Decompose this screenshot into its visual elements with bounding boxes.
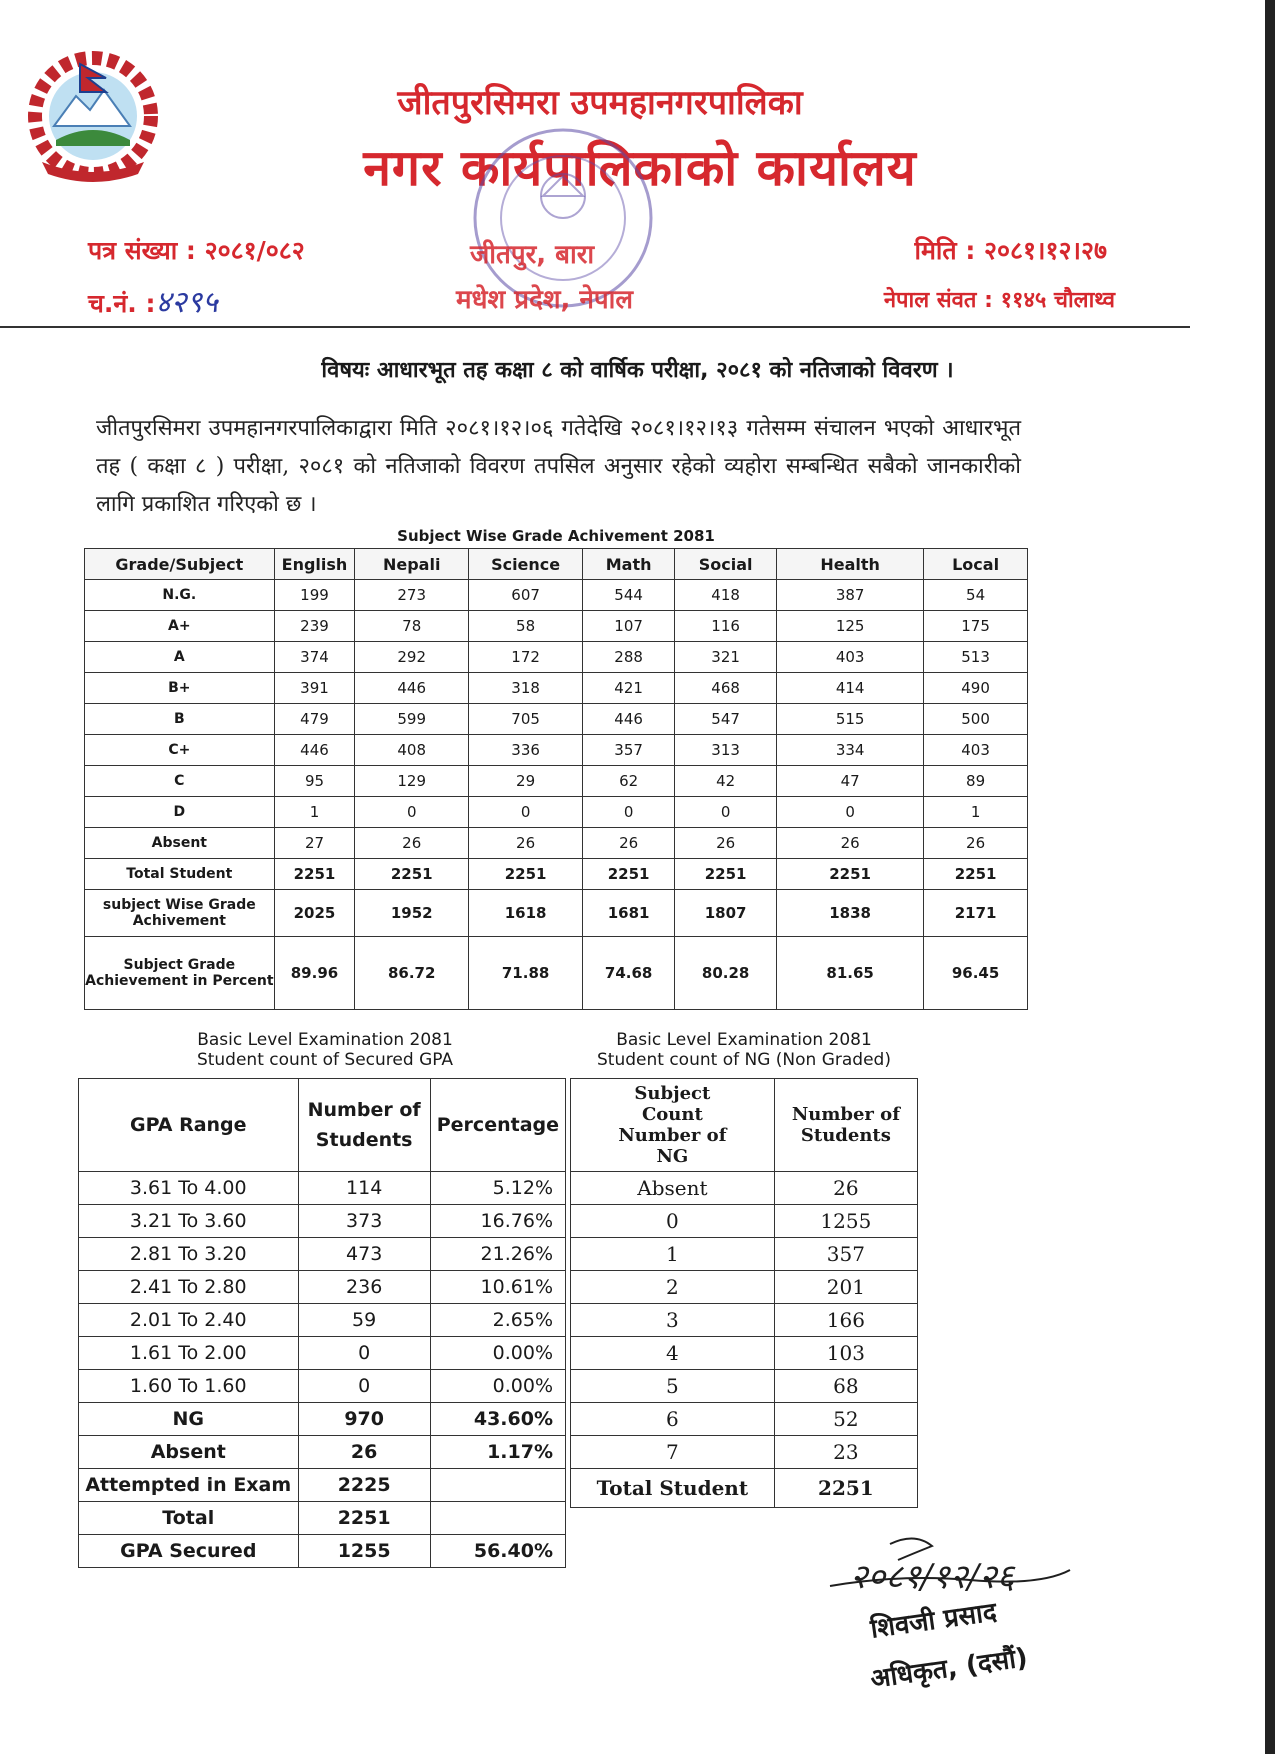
table-row (79, 1238, 566, 1271)
row-label: 3 (571, 1304, 775, 1337)
table-cell: 58 (469, 611, 583, 642)
table-cell: 1838 (777, 890, 924, 937)
table-cell: 27 (274, 828, 355, 859)
table-cell: 21.26% (430, 1238, 565, 1271)
table-cell: 2251 (675, 859, 777, 890)
table-cell: 1952 (355, 890, 469, 937)
table-cell: 446 (583, 704, 675, 735)
table-cell: 0 (583, 797, 675, 828)
table-cell: 29 (469, 766, 583, 797)
stamp-address-line-2: मधेश प्रदेश, नेपाल (456, 285, 634, 315)
table-row (85, 642, 1028, 673)
table-cell: 479 (274, 704, 355, 735)
table-cell: 175 (924, 611, 1028, 642)
column-header: Percentage (430, 1079, 565, 1172)
nepal-emblem-logo (18, 44, 168, 184)
table-cell: 114 (298, 1172, 430, 1205)
row-label: 2 (571, 1271, 775, 1304)
column-header: Math (583, 549, 675, 580)
table-cell: 78 (355, 611, 469, 642)
table-cell: 391 (274, 673, 355, 704)
signature-scrawl (820, 1530, 1080, 1605)
table-cell: 2251 (298, 1502, 430, 1535)
table-cell: 5.12% (430, 1172, 565, 1205)
table-cell: 1681 (583, 890, 675, 937)
table-cell: 0 (469, 797, 583, 828)
table-row (85, 797, 1028, 828)
gpa-caption-line-1: Basic Level Examination 2081 (197, 1030, 453, 1050)
table-row (79, 1502, 566, 1535)
row-label: 5 (571, 1370, 775, 1403)
table-cell: 321 (675, 642, 777, 673)
table-cell: 2251 (274, 859, 355, 890)
table-row (571, 1238, 918, 1271)
table-row (79, 1370, 566, 1403)
row-label: GPA Secured (79, 1535, 299, 1568)
column-header: Local (924, 549, 1028, 580)
column-header: Number of Students (298, 1079, 430, 1172)
table-cell: 513 (924, 642, 1028, 673)
table-cell: 116 (675, 611, 777, 642)
table-cell: 81.65 (777, 937, 924, 1010)
table-cell: 71.88 (469, 937, 583, 1010)
table-row (79, 1436, 566, 1469)
table-cell: 357 (774, 1238, 917, 1271)
table-cell: 54 (924, 580, 1028, 611)
table-cell: 414 (777, 673, 924, 704)
table-cell: 26 (355, 828, 469, 859)
table-row (571, 1205, 918, 1238)
column-header: GPA Range (79, 1079, 299, 1172)
row-label: subject Wise Grade Achivement (85, 890, 275, 937)
table-cell: 0.00% (430, 1337, 565, 1370)
table-cell: 970 (298, 1403, 430, 1436)
table-cell: 313 (675, 735, 777, 766)
table-row (85, 611, 1028, 642)
table-cell: 0 (675, 797, 777, 828)
table-cell: 418 (675, 580, 777, 611)
office-title: नगर कार्यपालिकाको कार्यालय (363, 139, 917, 197)
table-cell (430, 1502, 565, 1535)
table-cell: 473 (298, 1238, 430, 1271)
table-cell: 2025 (274, 890, 355, 937)
row-label: 3.21 To 3.60 (79, 1205, 299, 1238)
row-label: Total (79, 1502, 299, 1535)
table-cell: 273 (355, 580, 469, 611)
row-label: NG (79, 1403, 299, 1436)
row-label: Absent (85, 828, 275, 859)
row-label: 2.81 To 3.20 (79, 1238, 299, 1271)
table-cell: 1 (924, 797, 1028, 828)
row-label: Subject Grade Achievement in Percent (85, 937, 275, 1010)
table-cell: 199 (274, 580, 355, 611)
column-header: English (274, 549, 355, 580)
table-cell: 26 (469, 828, 583, 859)
gpa-caption-line-2: Student count of Secured GPA (196, 1050, 454, 1070)
table-cell: 544 (583, 580, 675, 611)
table-cell: 403 (924, 735, 1028, 766)
table-cell: 292 (355, 642, 469, 673)
dispatch-number (88, 280, 218, 321)
row-label: Total Student (571, 1469, 775, 1508)
column-header: Subject Count Number of NG (571, 1079, 775, 1172)
table-cell: 23 (774, 1436, 917, 1469)
table-cell: 318 (469, 673, 583, 704)
table-cell: 62 (583, 766, 675, 797)
table-cell: 52 (774, 1403, 917, 1436)
row-label: 1.60 To 1.60 (79, 1370, 299, 1403)
column-header: Social (675, 549, 777, 580)
table-row (79, 1304, 566, 1337)
row-label: 4 (571, 1337, 775, 1370)
table-cell: 80.28 (675, 937, 777, 1010)
table-row (85, 766, 1028, 797)
ng-caption-line-1: Basic Level Examination 2081 (616, 1030, 872, 1050)
table-cell: 2225 (298, 1469, 430, 1502)
table-cell: 2251 (774, 1469, 917, 1508)
table-cell (430, 1469, 565, 1502)
row-label: A (85, 642, 275, 673)
table-header-row (85, 549, 1028, 580)
table-cell: 96.45 (924, 937, 1028, 1010)
table-cell: 1255 (774, 1205, 917, 1238)
table-cell: 1 (274, 797, 355, 828)
table-row (85, 580, 1028, 611)
column-header: Number of Students (774, 1079, 917, 1172)
table-row (85, 890, 1028, 937)
table-cell: 403 (777, 642, 924, 673)
table-cell: 0 (355, 797, 469, 828)
table-cell: 68 (774, 1370, 917, 1403)
table-cell: 2251 (777, 859, 924, 890)
table-row (571, 1436, 918, 1469)
table-cell: 607 (469, 580, 583, 611)
ng-count-table (570, 1078, 918, 1508)
table-row (85, 859, 1028, 890)
row-label: 3.61 To 4.00 (79, 1172, 299, 1205)
row-label: Total Student (85, 859, 275, 890)
table-row (571, 1370, 918, 1403)
table-cell: 387 (777, 580, 924, 611)
table-cell: 89.96 (274, 937, 355, 1010)
ng-table-caption (570, 1030, 918, 1070)
table-cell: 1255 (298, 1535, 430, 1568)
table-row (79, 1172, 566, 1205)
row-label: C+ (85, 735, 275, 766)
gpa-count-table (78, 1078, 566, 1568)
column-header: Science (469, 549, 583, 580)
table-cell: 26 (774, 1172, 917, 1205)
table-cell: 26 (583, 828, 675, 859)
row-label: D (85, 797, 275, 828)
table-cell: 201 (774, 1271, 917, 1304)
table-cell: 26 (298, 1436, 430, 1469)
table-cell: 26 (675, 828, 777, 859)
row-label: 2.01 To 2.40 (79, 1304, 299, 1337)
table-cell: 2251 (469, 859, 583, 890)
notice-body: जीतपुरसिमरा उपमहानगरपालिकाद्वारा मिति २०८१।१२।०६ गतेदेखि २०८१।१२।१३ गतेसम्म संचालन भएको आधारभूत तह ( कक्षा ८ ) परीक्षा, २०८१ को नतिजाको विवरण तपसिल अनुसार रहेको व्यहोरा सम्बन्धित सबैको जानकारीको लागि प्रकाशित गरिएको छ । (96, 416, 1021, 517)
table-row (571, 1337, 918, 1370)
table-row (85, 828, 1028, 859)
row-label: 6 (571, 1403, 775, 1436)
table-cell: 705 (469, 704, 583, 735)
row-label: 7 (571, 1436, 775, 1469)
table-cell: 1618 (469, 890, 583, 937)
table-cell: 0 (777, 797, 924, 828)
table-row (79, 1205, 566, 1238)
table-row (79, 1271, 566, 1304)
table-row (571, 1172, 918, 1205)
table-cell: 336 (469, 735, 583, 766)
table-cell: 129 (355, 766, 469, 797)
row-label: 0 (571, 1205, 775, 1238)
table-row (79, 1535, 566, 1568)
table-cell: 1807 (675, 890, 777, 937)
table-cell: 515 (777, 704, 924, 735)
stamp-address-line-1: जीतपुर, बारा (470, 240, 595, 270)
table-row (79, 1337, 566, 1370)
table-cell: 10.61% (430, 1271, 565, 1304)
table-row (85, 937, 1028, 1010)
reference-number: पत्र संख्या : २०८१/०८२ (88, 236, 305, 265)
dispatch-number-handwritten: ४२९५ (155, 285, 218, 320)
subject-line: विषयः आधारभूत तह कक्षा ८ को वार्षिक परीक्षा, २०८१ को नतिजाको विवरण । (321, 358, 954, 383)
row-label: 1 (571, 1238, 775, 1271)
signer-name: शिवजी प्रसाद (868, 1597, 999, 1645)
row-label: 2.41 To 2.80 (79, 1271, 299, 1304)
table-cell: 43.60% (430, 1403, 565, 1436)
column-header: Nepali (355, 549, 469, 580)
table-cell: 0 (298, 1370, 430, 1403)
table-row (85, 735, 1028, 766)
table-cell: 288 (583, 642, 675, 673)
table-cell: 357 (583, 735, 675, 766)
table-cell: 446 (274, 735, 355, 766)
row-label: N.G. (85, 580, 275, 611)
table-cell: 2251 (355, 859, 469, 890)
table-cell: 236 (298, 1271, 430, 1304)
table-cell: 0 (298, 1337, 430, 1370)
row-label: 1.61 To 2.00 (79, 1337, 299, 1370)
table-cell: 86.72 (355, 937, 469, 1010)
table-cell: 500 (924, 704, 1028, 735)
table-cell: 468 (675, 673, 777, 704)
row-label: Absent (79, 1436, 299, 1469)
table-row (571, 1469, 918, 1508)
table-cell: 47 (777, 766, 924, 797)
scan-edge (1265, 0, 1275, 1754)
table-cell: 421 (583, 673, 675, 704)
row-label: Absent (571, 1172, 775, 1205)
table-cell: 16.76% (430, 1205, 565, 1238)
row-label: B+ (85, 673, 275, 704)
table-cell: 2171 (924, 890, 1028, 937)
table-cell: 1.17% (430, 1436, 565, 1469)
row-label: C (85, 766, 275, 797)
table-cell: 42 (675, 766, 777, 797)
row-label: Attempted in Exam (79, 1469, 299, 1502)
table-row (79, 1469, 566, 1502)
table-cell: 373 (298, 1205, 430, 1238)
table-cell: 334 (777, 735, 924, 766)
table-cell: 2.65% (430, 1304, 565, 1337)
table-row (85, 673, 1028, 704)
table-cell: 490 (924, 673, 1028, 704)
table-row (85, 704, 1028, 735)
office-name: जीतपुरसिमरा उपमहानगरपालिका (397, 83, 803, 123)
table-row (571, 1271, 918, 1304)
ng-caption-line-2: Student count of NG (Non Graded) (597, 1050, 891, 1070)
signer-post: अधिकृत, (दसौं) (868, 1642, 1030, 1695)
issue-date: मिति : २०८१।१२।२७ (914, 236, 1107, 265)
table-cell: 408 (355, 735, 469, 766)
table-cell: 103 (774, 1337, 917, 1370)
table-cell: 374 (274, 642, 355, 673)
table-row (79, 1403, 566, 1436)
handwritten-sign-date: २०८१/१२/२६ (850, 1557, 1015, 1597)
table-cell: 26 (924, 828, 1028, 859)
table-cell: 446 (355, 673, 469, 704)
header-divider (0, 326, 1190, 328)
table-cell: 547 (675, 704, 777, 735)
grade-table-caption: Subject Wise Grade Achivement 2081 (397, 527, 715, 545)
table-cell: 89 (924, 766, 1028, 797)
table-cell: 2251 (583, 859, 675, 890)
table-cell: 59 (298, 1304, 430, 1337)
table-cell: 125 (777, 611, 924, 642)
table-cell: 599 (355, 704, 469, 735)
dispatch-label: च.नं. : (88, 289, 156, 318)
grade-achievement-table (84, 548, 1028, 1010)
gpa-table-caption (80, 1030, 570, 1070)
table-cell: 0.00% (430, 1370, 565, 1403)
table-cell: 95 (274, 766, 355, 797)
table-cell: 172 (469, 642, 583, 673)
column-header: Grade/Subject (85, 549, 275, 580)
table-cell: 166 (774, 1304, 917, 1337)
table-cell: 74.68 (583, 937, 675, 1010)
row-label: B (85, 704, 275, 735)
table-row (571, 1304, 918, 1337)
table-cell: 2251 (924, 859, 1028, 890)
table-cell: 26 (777, 828, 924, 859)
table-row (571, 1403, 918, 1436)
row-label: A+ (85, 611, 275, 642)
table-cell: 56.40% (430, 1535, 565, 1568)
table-header-row (79, 1079, 566, 1172)
table-cell: 239 (274, 611, 355, 642)
table-cell: 107 (583, 611, 675, 642)
column-header: Health (777, 549, 924, 580)
table-header-row (571, 1079, 918, 1172)
nepal-sambat-date: नेपाल संवत : ११४५ चौलाथ्व (883, 288, 1115, 313)
